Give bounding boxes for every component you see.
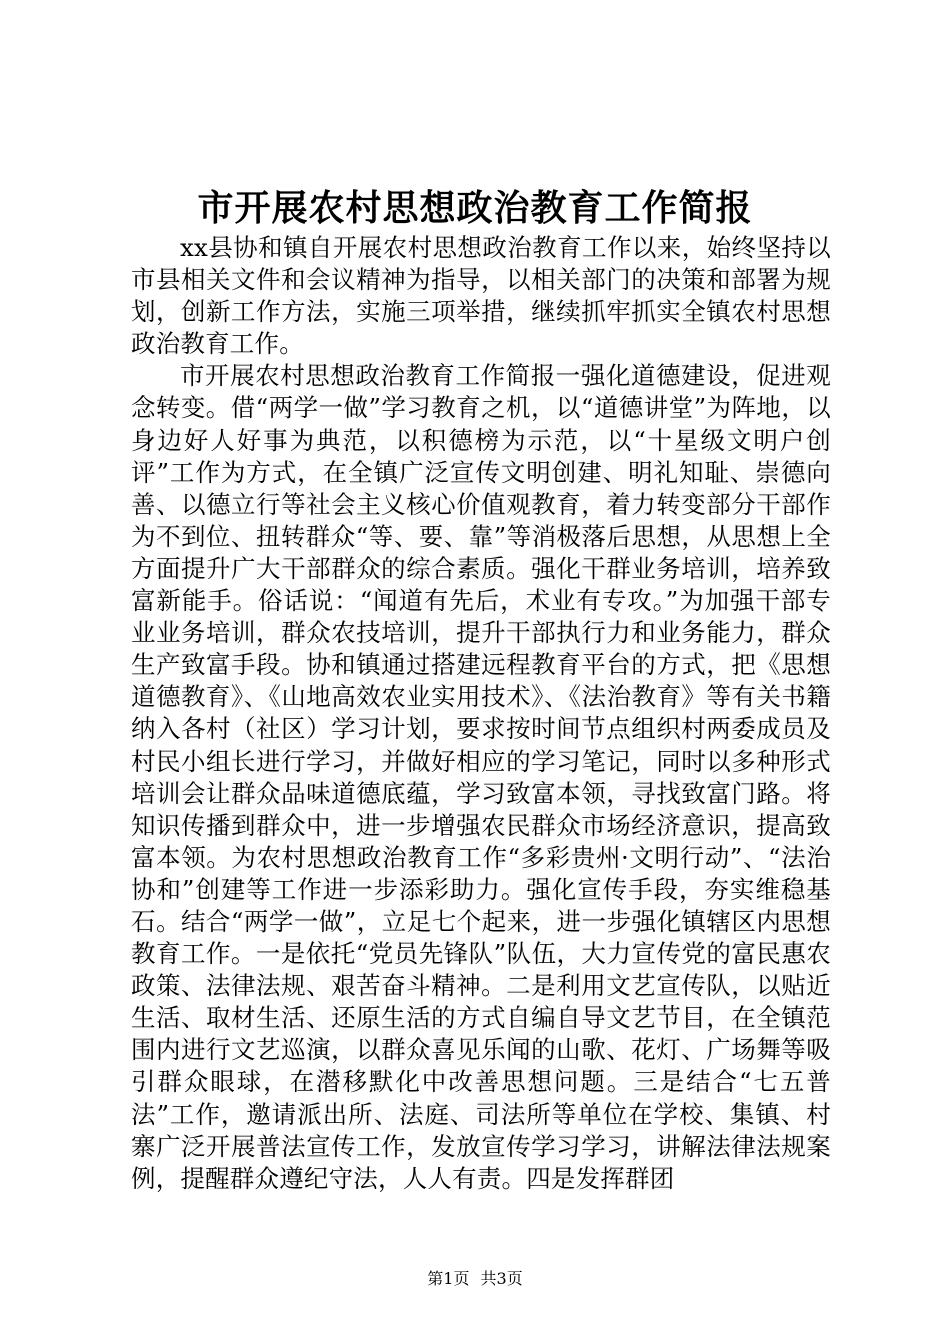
- document-body: [131, 232, 831, 1195]
- page-total: 共3页: [480, 1269, 523, 1288]
- page-footer: [0, 1268, 950, 1290]
- document-title: 市开展农村思想政治教育工作简报: [197, 187, 753, 229]
- paragraph-intro: xx县协和镇自开展农村思想政治教育工作以来，始终坚持以市县相关文件和会议精神为指导，以相关部门的决策和部署为规划，创新工作方法，实施三项举措，继续抓牢抓实全镇农村思想政治教育工作。: [131, 233, 831, 359]
- page-number: 第1页: [427, 1269, 470, 1288]
- paragraph-main: 市开展农村思想政治教育工作简报一强化道德建设，促进观念转变。借“两学一做”学习教育之机，以“道德讲堂”为阵地，以身边好人好事为典范，以积德榜为示范，以“十星级文明户创评”工作为方式，在全镇广泛宣传文明创建、明礼知耻、崇德向善、以德立行等社会主义核心价值观教育，着力转变部分干部作为不到位、扭转群众“等、要、靠”等消极落后思想，从思想上全方面提升广大干部群众的综合素质。强化干群业务培训，培养致富新能手。俗话说：“闻道有先后，术业有专攻。”为加强干部专业业务培训，群众农技培训，提升干部执行力和业务能力，群众生产致富手段。协和镇通过搭建远程教育平台的方式，把《思想道德教育》、《山地高效农业实用技术》、《法治教育》等有关书籍纳入各村（社区）学习计划，要求按时间节点组织村两委成员及村民小组长进行学习，并做好相应的学习笔记，同时以多种形式培训会让群众品味道德底蕴，学习致富本领，寻找致富门路。将知识传播到群众中，进一步增强农民群众市场经济意识，提高致富本领。为农村思想政治教育工作“多彩贵州·文明行动”、“法治协和”创建等工作进一步添彩助力。强化宣传手段，夯实维稳基石。结合“两学一做”，立足七个起来，进一步强化镇辖区内思想教育工作。一是依托“党员先锋队”队伍，大力宣传党的富民惠农政策、法律法规、艰苦奋斗精神。二是利用文艺宣传队，以贴近生活、取材生活、还原生活的方式自编自导文艺节目，在全镇范围内进行文艺巡演，以群众喜见乐闻的山歌、花灯、广场舞等吸引群众眼球，在潜移默化中改善思想问题。三是结合“七五普法”工作，邀请派出所、法庭、司法所等单位在学校、集镇、村寨广泛开展普法宣传工作，发放宣传学习学习，讲解法律法规案例，提醒群众遵纪守法，人人有责。四是发挥群团: [131, 361, 831, 1193]
